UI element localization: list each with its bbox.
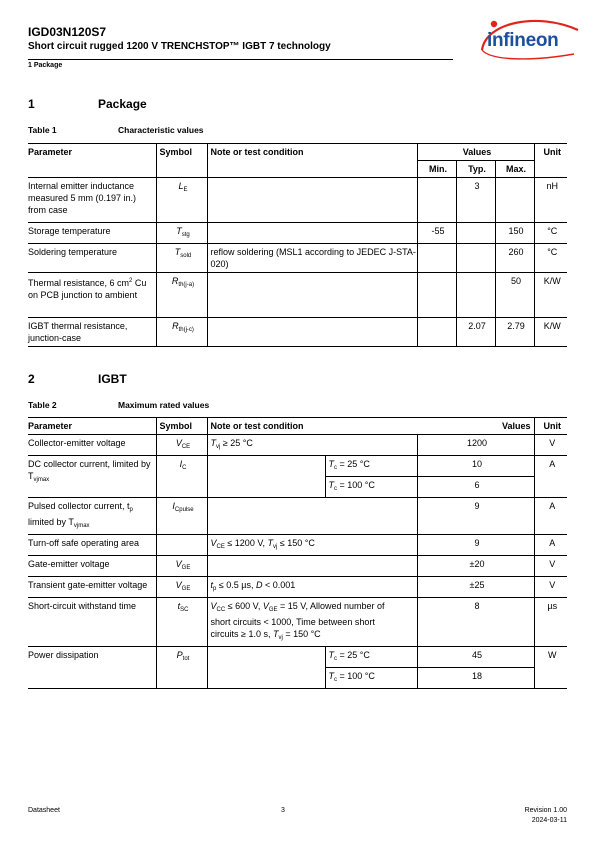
col-header-unit: Unit <box>534 418 567 435</box>
row-parameter: Internal emitter inductance measured 5 mm (0.197 in.) from case <box>28 178 156 223</box>
table-row <box>28 598 567 647</box>
row-parameter: Gate-emitter voltage <box>28 556 156 577</box>
row-typ <box>456 273 495 318</box>
row-note: $T_{vj} \ge 25$ °C <box>207 435 417 456</box>
row-value: 45 <box>417 647 534 668</box>
row-unit: V <box>534 577 567 598</box>
row-parameter: Short-circuit withstand time <box>28 598 156 647</box>
row-parameter: IGBT thermal resistance, junction-case <box>28 318 156 347</box>
row-symbol: $P_{tot}$ <box>156 647 207 689</box>
row-symbol: $T_{stg}$ <box>156 223 207 244</box>
row-note: $V_{CE} \le 1200$ V, $T_{vj} \le 150$ °C <box>207 535 417 556</box>
row-value: 1200 <box>417 435 534 456</box>
footer-doc-type: Datasheet <box>28 807 60 814</box>
col-header-values: Values <box>417 144 534 161</box>
table-1-label: Table 1 <box>28 125 57 135</box>
col-header-min: Min. <box>417 161 456 178</box>
col-header-max: Max. <box>495 161 534 178</box>
row-value: 9 <box>417 498 534 535</box>
footer-revision: Revision 1.00 <box>524 807 567 814</box>
col-header-values: Values <box>417 418 534 435</box>
infineon-logo <box>478 12 582 62</box>
row-condition: $T_c = 25$ °C <box>325 456 417 477</box>
section-1-title: Package <box>98 97 147 111</box>
characteristic-values-table <box>28 143 567 347</box>
row-max: 260 <box>495 244 534 273</box>
row-symbol: $V_{GE}$ <box>156 577 207 598</box>
document-subtitle: Short circuit rugged 1200 V TRENCHSTOP™ IGBT 7 technology <box>28 41 331 52</box>
table-1-title: Characteristic values <box>118 125 204 135</box>
row-unit: A <box>534 498 567 535</box>
row-unit: A <box>534 535 567 556</box>
row-note <box>207 318 417 347</box>
table-2-title: Maximum rated values <box>118 400 210 410</box>
row-symbol <box>156 535 207 556</box>
table-row <box>28 535 567 556</box>
col-header-note: Note or test condition <box>207 418 417 435</box>
section-2-number: 2 <box>28 372 35 386</box>
row-condition: $T_c = 25$ °C <box>325 647 417 668</box>
col-header-parameter: Parameter <box>28 418 156 435</box>
row-unit: °C <box>534 244 567 273</box>
row-unit: µs <box>534 598 567 647</box>
row-typ <box>456 244 495 273</box>
table-2-label: Table 2 <box>28 400 57 410</box>
table-header-row <box>28 418 567 435</box>
row-unit: V <box>534 556 567 577</box>
row-unit: °C <box>534 223 567 244</box>
row-parameter: Transient gate-emitter voltage <box>28 577 156 598</box>
col-header-symbol: Symbol <box>156 144 207 178</box>
table-row <box>28 223 567 244</box>
row-symbol: $R_{th(j-c)}$ <box>156 318 207 347</box>
row-note: $V_{CC} \le 600$ V, $V_{GE} = 15$ V, Allowed number of short circuits < 1000, Time between short circuits ≥ 1.0 s, $T_{vj} = 150$ °C <box>207 598 417 647</box>
row-symbol: $L_E$ <box>156 178 207 223</box>
row-note <box>207 178 417 223</box>
row-parameter: Power dissipation <box>28 647 156 689</box>
table-row <box>28 577 567 598</box>
row-note <box>207 647 325 689</box>
row-value: 9 <box>417 535 534 556</box>
logo-wordmark: infineon <box>487 30 559 51</box>
row-max: 2.79 <box>495 318 534 347</box>
row-symbol: $t_{SC}$ <box>156 598 207 647</box>
col-header-parameter: Parameter <box>28 144 156 178</box>
row-parameter: Pulsed collector current, $t_p$ limited by $T_{vjmax}$ <box>28 498 156 535</box>
table-header-row <box>28 144 567 161</box>
table-row <box>28 456 567 477</box>
row-symbol: $T_{sold}$ <box>156 244 207 273</box>
row-note <box>207 456 325 498</box>
table-row <box>28 556 567 577</box>
row-note <box>207 556 417 577</box>
maximum-rated-values-table <box>28 417 567 689</box>
row-max: 50 <box>495 273 534 318</box>
row-parameter: DC collector current, limited by $T_{vjmax}$ <box>28 456 156 498</box>
row-min <box>417 178 456 223</box>
row-condition: $T_c = 100$ °C <box>325 668 417 689</box>
logo-swoosh-lower <box>482 50 574 59</box>
row-symbol: $I_{Cpulse}$ <box>156 498 207 535</box>
row-max: 150 <box>495 223 534 244</box>
table-row <box>28 244 567 273</box>
row-symbol: $R_{th(j-a)}$ <box>156 273 207 318</box>
table-2-caption <box>28 400 209 410</box>
table-row <box>28 318 567 347</box>
logo-dot <box>491 21 497 27</box>
row-typ: 2.07 <box>456 318 495 347</box>
footer-page-number: 3 <box>281 807 285 814</box>
row-unit: nH <box>534 178 567 223</box>
row-parameter: Collector-emitter voltage <box>28 435 156 456</box>
row-value: 8 <box>417 598 534 647</box>
breadcrumb: 1 Package <box>28 62 63 69</box>
row-note <box>207 273 417 318</box>
col-header-symbol: Symbol <box>156 418 207 435</box>
table-row <box>28 273 567 318</box>
row-parameter: Turn-off safe operating area <box>28 535 156 556</box>
row-symbol: $V_{GE}$ <box>156 556 207 577</box>
col-header-note: Note or test condition <box>207 144 417 178</box>
row-value: 6 <box>417 477 534 498</box>
row-note: reflow soldering (MSL1 according to JEDEC J-STA-020) <box>207 244 417 273</box>
row-unit: W <box>534 647 567 689</box>
row-note <box>207 498 417 535</box>
row-value: ±20 <box>417 556 534 577</box>
section-1-heading <box>28 97 147 111</box>
row-unit: K/W <box>534 318 567 347</box>
row-max <box>495 178 534 223</box>
row-note <box>207 223 417 244</box>
row-min: -55 <box>417 223 456 244</box>
row-min <box>417 318 456 347</box>
col-header-typ: Typ. <box>456 161 495 178</box>
row-unit: K/W <box>534 273 567 318</box>
row-parameter: Storage temperature <box>28 223 156 244</box>
row-note: $t_p \le 0.5$ µs, D < 0.001 <box>207 577 417 598</box>
row-parameter: Thermal resistance, 6 $cm^2$ Cu on PCB junction to ambient <box>28 273 156 318</box>
table-row <box>28 435 567 456</box>
row-typ <box>456 223 495 244</box>
table-row <box>28 498 567 535</box>
row-symbol: $V_{CE}$ <box>156 435 207 456</box>
row-typ: 3 <box>456 178 495 223</box>
row-unit: A <box>534 456 567 498</box>
row-min <box>417 244 456 273</box>
table-row <box>28 647 567 668</box>
section-2-title: IGBT <box>98 372 127 386</box>
row-unit: V <box>534 435 567 456</box>
row-value: 18 <box>417 668 534 689</box>
col-header-unit: Unit <box>534 144 567 178</box>
header-rule <box>28 59 453 60</box>
section-2-heading <box>28 372 127 386</box>
row-condition: $T_c = 100$ °C <box>325 477 417 498</box>
row-value: 10 <box>417 456 534 477</box>
table-row <box>28 178 567 223</box>
part-number: IGD03N120S7 <box>28 25 107 39</box>
row-min <box>417 273 456 318</box>
row-value: ±25 <box>417 577 534 598</box>
section-1-number: 1 <box>28 97 35 111</box>
row-symbol: $I_C$ <box>156 456 207 498</box>
row-parameter: Soldering temperature <box>28 244 156 273</box>
footer-date: 2024-03-11 <box>531 817 567 824</box>
table-1-caption <box>28 125 204 135</box>
